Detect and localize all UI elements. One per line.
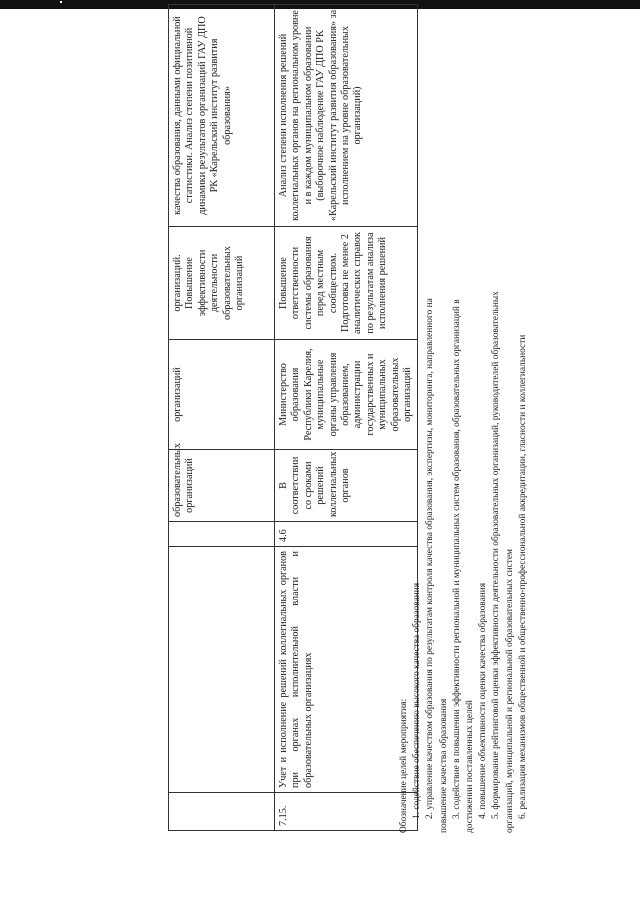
cell-goal: 4.6	[275, 522, 418, 547]
cell-result: Повышение ответственности системы образования перед местным сообществом. Подготовка не менее 2 аналитических справок по результатам анализа исполнения решений	[275, 227, 418, 340]
legend-item-continuation: достижении поставленных целей	[465, 700, 476, 833]
legend-item-continuation: организаций, муниципальной и региональной образовательных систем	[504, 549, 515, 833]
legend-item: 2. управление качеством образования по результатам контроля качества образования, экспертизы, мониторинга, направленного на	[425, 298, 436, 819]
cell-analysis: качества образования, данными официальной статистики. Анализ степени позитивной динамики результатов организаций ГАУ ДПО РК «Карельский институт развития образования»	[169, 5, 275, 227]
legend-item: 1. содействие обеспечению высокого качества образования	[412, 582, 423, 819]
table-row	[275, 5, 418, 831]
cell-responsible: Министерство образования Республики Карелия, муниципальные органы управления образованием, администрации государственных и муниципальных образовательных организаций	[275, 340, 418, 450]
legend-item: 5. формирование рейтинговой оценки эффективности деятельности образовательных организаций, руководителей образовательных	[491, 291, 502, 819]
goals-legend	[398, 13, 530, 833]
legend-item: 4. повышение объективности оценки качества образования	[478, 582, 489, 819]
table-row	[169, 5, 275, 831]
legend-item-continuation: повышение качества образования	[438, 698, 449, 833]
cell-responsible: организаций	[169, 340, 275, 450]
cell-deadline: В соответствии со сроками решений коллегиальных органов	[275, 450, 418, 522]
legend-item: 3. содействие в повышении эффективности региональной и муниципальных систем образования, образовательных организаций в	[451, 299, 462, 819]
cell-goal	[169, 522, 275, 547]
cell-measure: Учет и исполнение решений коллегиальных органов при органах исполнительной власти и образовательных организациях	[275, 547, 418, 793]
legend-item: 6. реализация механизмов общественной и общественно-профессиональной аккредитации, гласности и коллегиальности	[517, 334, 528, 819]
cell-number: 7.15.	[275, 793, 418, 831]
legend-title: Обозначение целей мероприятия:	[399, 698, 409, 833]
cell-deadline: образовательных организаций	[169, 450, 275, 522]
cell-measure	[169, 547, 275, 793]
cell-number	[169, 793, 275, 831]
measures-table	[168, 4, 418, 831]
cell-analysis: Анализ степени исполнения решений коллегиальных органов на региональном уровне и в каждом муниципальном образовании (выборочное наблюдение ГАУ ДПО РК «Карельский институт развития образования» за исполнением на уровне образовательных организаций)	[275, 5, 418, 227]
cell-result: организаций. Повышение эффективности деятельности образовательных организаций	[169, 227, 275, 340]
